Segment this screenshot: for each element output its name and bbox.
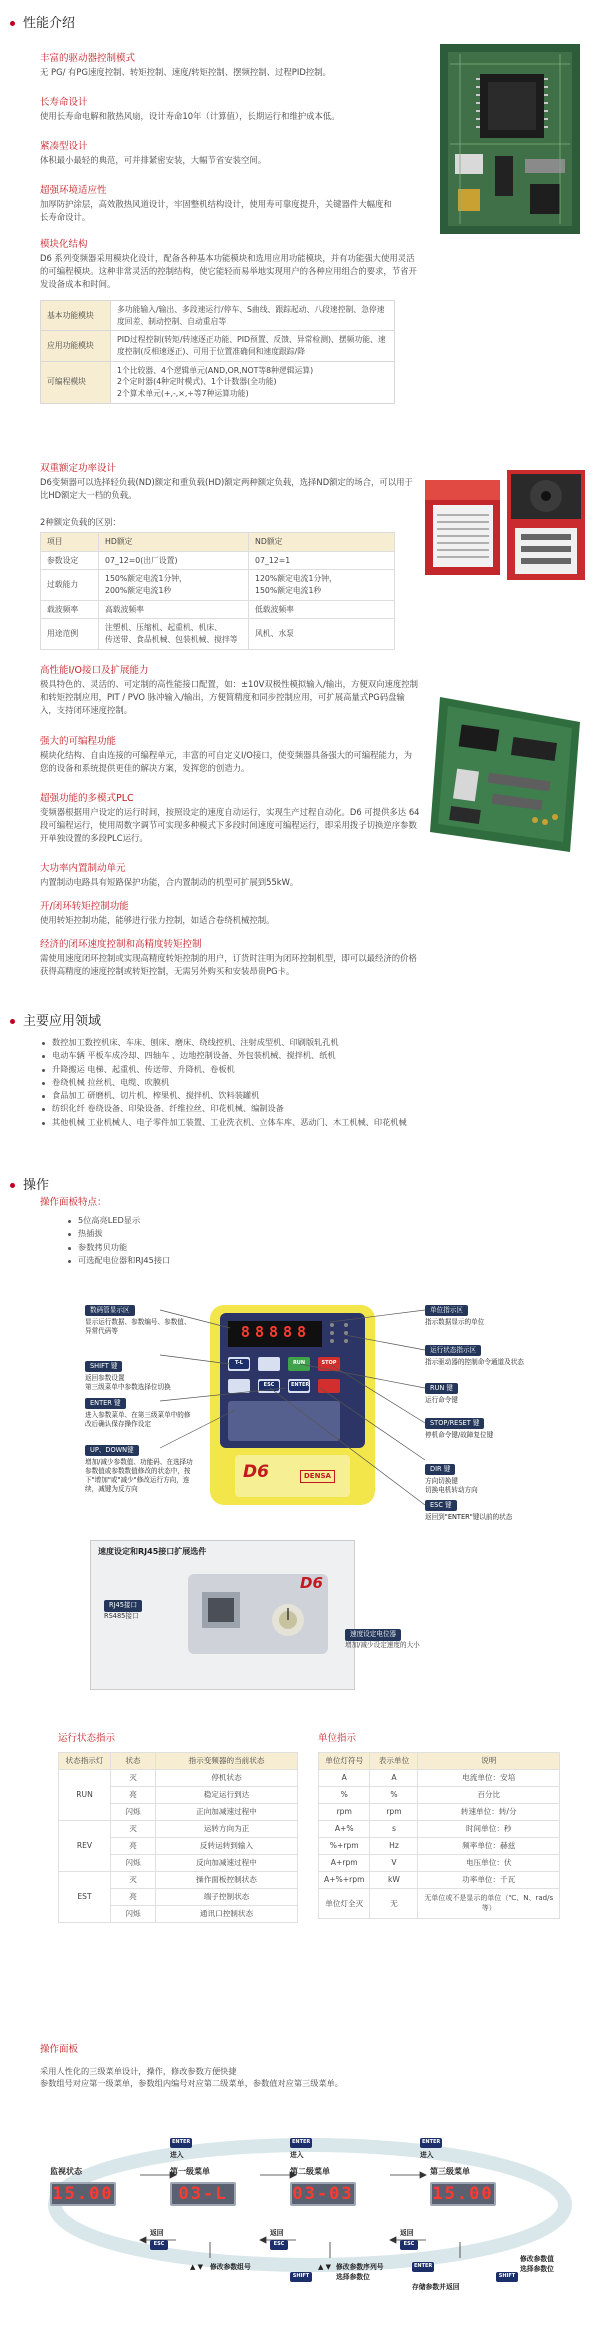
list-item: 其他机械 工业机械人、电子零件加工装置、工业洗衣机、立体车库、恶动门、木工机械、印花机械 (42, 1116, 407, 1129)
feature-dual-rating: 双重额定功率设计 D6变频器可以选择轻负载(ND)额定和重负载(HD)额定两种额定负载，选择ND额定的场合，可以用于比HD额定大一档的负载。 (40, 463, 413, 501)
callout-potentiometer: 速度设定电位器 增加/减少设定速度的大小 (345, 1630, 420, 1649)
table-row: %+rpm Hz 频率单位：赫兹 (319, 1838, 560, 1855)
feature-compact: 紧凑型设计 体积最小最轻的典范，可并排紧密安装，大幅节省安装空间。 (40, 141, 267, 166)
action-store-return: 存储参数并返回 (412, 2283, 460, 2291)
table-row: rpm rpm 转速单位：转/分 (319, 1804, 560, 1821)
table-row: 亮 端子控制状态 (59, 1889, 298, 1906)
keypad-display: 88888 (232, 1323, 320, 1345)
keypad-brand: D6 (243, 1462, 269, 1482)
unit-table-title: 单位指示 (318, 1733, 357, 1744)
state-title-level2: 第二级菜单 (290, 2167, 330, 2176)
table-row: 闪烁 反向加减速过程中 (59, 1855, 298, 1872)
feature-control-modes: 丰富的驱动器控制模式 无 PG/ 有PG速度控制、转矩控制、速度/转矩控制、摆频控制、过程PID控制。 (40, 53, 331, 78)
table-row: 基本功能模块 多功能输入/输出、多段速运行/停车、S曲线、跟踪起动、八段速控制、急停速度回差、制动控制、自动重启等 (41, 301, 395, 331)
list-item: 纺织化纤 卷绕设备、印染设备、纤维拉丝、印花机械、编制设备 (42, 1102, 407, 1115)
updown-icon-2: ▲ ▼ (318, 2263, 331, 2271)
state-title-level3: 第三级菜单 (430, 2167, 470, 2176)
state-display-level1: 03-L (170, 2182, 236, 2206)
feature-modular: 模块化结构 D6 系列变频器采用模块化设计，配备各种基本功能模块和选用应用功能模块，并有功能强大使用灵活的可编程模块。这种非常灵活的控制结构，使它能轻而易举地实现用户的各种应用组合的要求，节省开发设备成本和时间。 (40, 239, 417, 290)
list-item: 数控加工数控机床、车床、刨床、磨床、绕线控机、注射成型机、印刷版轧孔机 (42, 1036, 407, 1049)
feature-torque-control: 开/闭环转矩控制功能 使用转矩控制功能，能够进行张力控制，如适合卷绕机械控制。 (40, 901, 275, 926)
table-header-row: 单位灯符号 表示单位 说明 (319, 1753, 560, 1770)
stop-key[interactable]: STOP (319, 1359, 339, 1369)
action-change-serial: 修改参数序列号 选择参数位 (336, 2263, 384, 2282)
op-panel-title: 操作面板 (40, 2044, 79, 2055)
table-row: 载波频率 高载波频率 低载波频率 (41, 600, 395, 619)
updown-icon-1: ▲ ▼ (190, 2263, 203, 2271)
module-table (40, 300, 395, 404)
table-row: 过载能力 150%额定电流1分钟， 200%额定电流1秒 120%额定电流1分钟， 150%额定电流1秒 (41, 570, 395, 600)
table-row: 用途范例 注塑机、压缩机、起重机、机床、 传送带、食品机械、包装机械、搅拌等 风机、水泵 (41, 619, 395, 649)
feature-io: 高性能I/O接口及扩展能力 极具特色的、灵活的、可定制的高性能接口配置，如：±10V双极性模拟输入/输出，方便双向速度控制和转矩控制应用，PIT / PVO 脉冲输入/输出，方便简精度和同步控制应用，可扩展高量式PG码盘输入，支持闭环速度控制。 (40, 665, 418, 716)
callout-stop-reset-key: STOP/RESET 键 停机命令键/故障复位键 (425, 1419, 494, 1439)
shift-key-2[interactable]: SHIFT (496, 2272, 518, 2282)
state-display-level3: 15.00 (430, 2182, 496, 2206)
callout-dir-key: DIR 键 方向切换键 切换电机转动方向 (425, 1464, 478, 1494)
feature-plc: 超强功能的多模式PLC 变频器根据用户设定的运行时间，按照设定的速度自动运行，实现生产过程自动化。D6 可提供多达 64段可编程运行，使用周数字调节可实现多种模式下多段时间速度可编程运行，即采用拨子切换逆序参数开单独设置的多段PLC运行。 (40, 793, 420, 844)
table-row: 参数设定 07_12=0(出厂设置) 07_12=1 (41, 551, 395, 570)
rating-table-caption: 2种额定负载的区别： (40, 517, 121, 527)
io-board-photo (430, 682, 585, 857)
applications-list (42, 1036, 407, 1129)
label-enter-2: 进入 (290, 2151, 304, 2159)
expansion-brand: D6 (300, 1574, 323, 1592)
feature-brake-unit: 大功率内置制动单元 内置制动电路具有短路保护功能，合内置制动的机型可扩展到55kW。 (40, 863, 299, 888)
table-row: 闪烁 正向加减速过程中 (59, 1804, 298, 1821)
list-item: 可选配电位器和RJ45接口 (68, 1254, 170, 1267)
callout-up-down-keys: UP、DOWN键 增加/减少参数值、功能码、在选择功参数值或参数数值修改的状态中，按下"增加"或"减少"修改运行方向，连续，减键为反方向 (85, 1446, 193, 1493)
table-row: A+%+rpm kW 功率单位：千瓦 (319, 1872, 560, 1889)
panel-features-title: 操作面板特点： (40, 1197, 107, 1208)
callout-run-key: RUN 键 运行命令键 (425, 1384, 458, 1404)
list-item: 食品加工 研磨机、切片机、榨果机、搅拌机、饮料装罐机 (42, 1089, 407, 1102)
bullet-icon (10, 21, 15, 26)
table-row: 亮 稳定运行到达 (59, 1787, 298, 1804)
control-board-photo (440, 44, 580, 234)
callout-enter-key: ENTER 键 进入参数菜单、在第三级菜单中的修改后确认保存操作设定 (85, 1399, 191, 1428)
enter-key-3[interactable]: ENTER (420, 2138, 442, 2148)
op-panel-text: 采用人性化的三级菜单设计，操作，修改参数方便快捷 参数组号对应第一级菜单，参数组内编号对应第二级菜单，参数值对应第三级菜单。 (40, 2066, 343, 2089)
list-item: 热插拔 (68, 1227, 170, 1240)
list-item: 升降搬运 电梯、起重机、传送带、升降机、卷板机 (42, 1063, 407, 1076)
feature-programmable: 强大的可编程功能 模块化结构、自由连接的可编程单元，丰富的可自定义I/O接口，使变频器具备强大的可编程能力，为您的设备和系统提供更佳的解决方案，发挥您的创造力。 (40, 736, 413, 774)
enter-key-2[interactable]: ENTER (290, 2138, 312, 2148)
enter-key-1[interactable]: ENTER (170, 2138, 192, 2148)
table-header-row: 项目 HD额定 ND额定 (41, 533, 395, 552)
table-row: A A 电流单位：安培 (319, 1770, 560, 1787)
callout-lines (0, 1300, 600, 1530)
table-row: 闪烁 通讯口控制状态 (59, 1906, 298, 1923)
bullet-icon (10, 1019, 15, 1024)
list-item: 5位高亮LED显示 (68, 1214, 170, 1227)
list-item: 卷绕机械 拉丝机、电缆、吹膜机 (42, 1076, 407, 1089)
keypad-maker-logo: DENSA (300, 1470, 335, 1483)
label-return-2: 返回 (270, 2229, 284, 2237)
state-display-level2: 03-03 (290, 2182, 356, 2206)
status-table (58, 1752, 298, 1923)
table-row: % % 百分比 (319, 1787, 560, 1804)
table-row: EST 灭 操作面板控制状态 (59, 1872, 298, 1889)
section-title-performance: 性能介绍 (10, 14, 75, 34)
table-row: REV 灭 运转方向为正 (59, 1821, 298, 1838)
expansion-title: 速度设定和RJ45接口扩展选件 (98, 1547, 207, 1556)
esc-key-1[interactable]: ESC (150, 2240, 168, 2250)
table-row: 应用功能模块 PID过程控制(转矩/转速逐正功能、PID预置、反馈、异常检测)、摆频功能、速度控制(反相速逐正)、可用于位置准确伺和速度跟踪/降 (41, 331, 395, 361)
table-row: 亮 反转运转到输入 (59, 1838, 298, 1855)
label-enter-1: 进入 (170, 2151, 184, 2159)
table-row: A+rpm V 电压单位：伏 (319, 1855, 560, 1872)
section-title-applications: 主要应用领域 (10, 1012, 101, 1032)
table-row: RUN 灭 停机状态 (59, 1770, 298, 1787)
callout-display-area: 数码管显示区 显示运行数据、参数编号、参数值、异常代码等 (85, 1306, 191, 1335)
enter-key[interactable]: ENTER (289, 1381, 309, 1391)
enter-key-store[interactable]: ENTER (412, 2262, 434, 2272)
table-row: 可编程模块 1个比较器、4个逻辑单元(AND,OR,NOT等8种逻辑运算) 2个定时器(4种定时模式)、1个计数器(全功能) 2个算术单元(+,-,×,÷等7种运算功能) (41, 361, 395, 403)
feature-long-life: 长寿命设计 使用长寿命电解和散热风扇，设计寿命10年（计算值），长期运行和维护成本低。 (40, 97, 340, 122)
label-enter-3: 进入 (420, 2151, 434, 2159)
action-change-group: 修改参数组号 (210, 2263, 251, 2271)
state-title-level1: 第一级菜单 (170, 2167, 210, 2176)
callout-rj45: RJ45接口 RS485接口 (104, 1600, 142, 1622)
state-title-monitor: 监视状态 (50, 2167, 82, 2176)
table-header-row: 状态指示灯 状态 指示变频器的当前状态 (59, 1753, 298, 1770)
table-row: 单位灯全灭 无 无单位或不是显示的单位（℃、N、rad/s等） (319, 1889, 560, 1919)
esc-key[interactable]: ESC (259, 1381, 279, 1391)
esc-key-2[interactable]: ESC (270, 2240, 288, 2250)
callout-status-area: 运行状态指示区 指示驱动器的控制命令通道及状态 (425, 1346, 524, 1366)
rating-table (40, 532, 395, 650)
state-display-monitor: 15.00 (50, 2182, 116, 2206)
list-item: 电动车辆 平板车成冷却、四轴车 、边地控制设备、外包装机械、搅拌机、纸机 (42, 1049, 407, 1062)
drive-unit-photo (425, 470, 585, 585)
callout-unit-area: 单位指示区 指示数据显示的单位 (425, 1306, 485, 1326)
tl-key[interactable]: T-L (229, 1359, 249, 1369)
feature-closed-loop: 经济的闭环速度控制和高精度转矩控制 需使用速度闭环控制或实现高精度转矩控制的用户，订货时注明为闭环控制机型，即可以最经济的价格获得高精度的速度控制或转矩控制，无需另外购买和安装昂贵PG卡。 (40, 939, 417, 977)
callout-shift-key: SHIFT 键 返回参数设置 第三级菜单中参数选择位切换 (85, 1361, 171, 1391)
label-return-1: 返回 (150, 2229, 164, 2237)
callout-esc-key: ESC 键 返回到"ENTER"键以前的状态 (425, 1501, 513, 1521)
run-key[interactable]: RUN (289, 1359, 309, 1369)
unit-table (318, 1752, 560, 1919)
table-row: A+% s 时间单位：秒 (319, 1821, 560, 1838)
list-item: 参数拷贝功能 (68, 1241, 170, 1254)
shift-key-1[interactable]: SHIFT (290, 2272, 312, 2282)
esc-key-3[interactable]: ESC (400, 2240, 418, 2250)
bullet-icon (10, 1183, 15, 1188)
panel-features-list (68, 1214, 170, 1267)
status-table-title: 运行状态指示 (58, 1733, 116, 1744)
label-return-3: 返回 (400, 2229, 414, 2237)
action-change-value: 修改参数值 选择参数位 (520, 2255, 554, 2274)
feature-environment: 超强环境适应性 加厚防护涂层，高效散热风道设计，牢固整机结构设计，使用寿可靠度提升，关键器件大幅度和长寿命设计。 (40, 185, 392, 223)
section-title-operation: 操作 (10, 1176, 49, 1196)
